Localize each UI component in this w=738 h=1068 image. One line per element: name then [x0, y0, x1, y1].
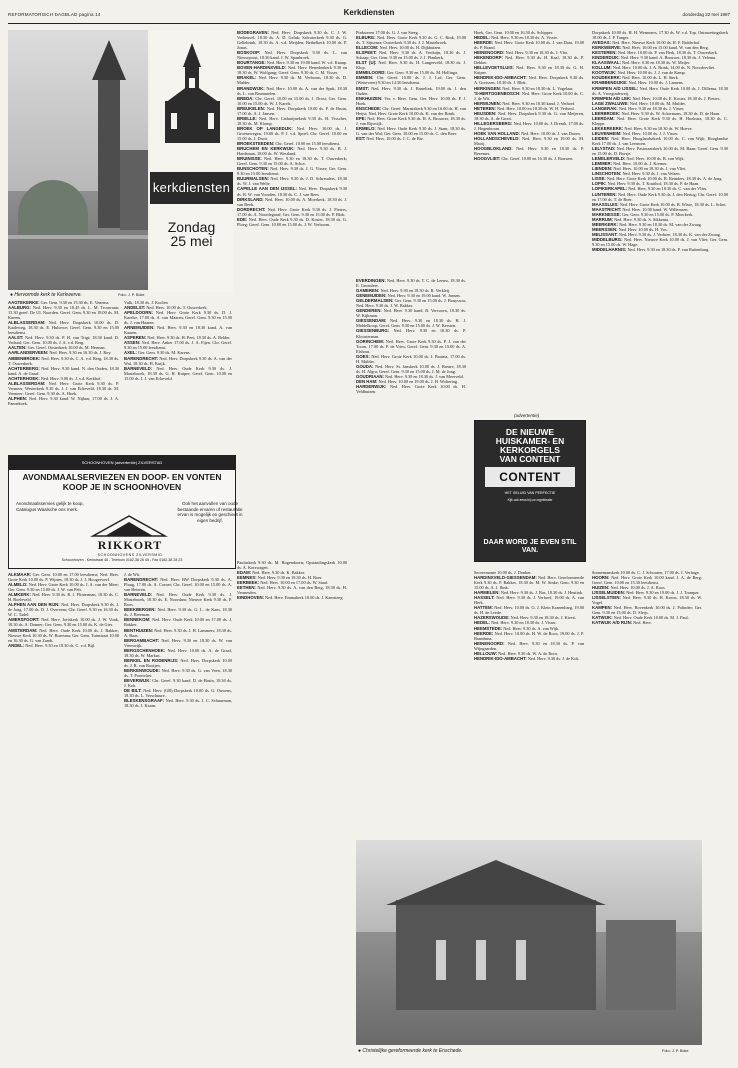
listing-entry: Hoek, Ger. Gem. 10.00 en 16.30 ds. Schipper.	[474, 30, 554, 35]
listing-entry: MELISSANT: Ned. Herv. 9.30 ds. J. Verbree, 18.30 ds. K. van der Zwaag.	[592, 231, 722, 237]
column-3c	[237, 560, 347, 1052]
ad2-label: (advertentie)	[514, 413, 540, 418]
listing-entry: Sonnemanskerk 10.00 ds. C. J. Schouten, 17.00 ds. J. Verhage.	[592, 570, 700, 575]
listing-entry: HARMELEN: Ned. Herv. 9.30 ds. J. Bas, 18.30 ds. J. Heutink.	[474, 590, 584, 596]
listing-entry: LEIDEN: Ned. Herv. Hooglandsekerk 10.00 ds. C. van Wijk; Hooglandse Kerk 17.00 ds. J. van Leeuwen.	[592, 135, 728, 147]
listing-entry: DEN HAM: Ned. Herv. 10.00 en 19.00 ds. J. H. Woltering.	[356, 378, 459, 384]
listing-entry: ANDEL: Ned. Herv. 9.30 en 18.30 ds. C. v.d. Bijl.	[8, 642, 96, 648]
listing-entry: EVERDINGEN: Ned. Herv. 9.30 ds. T. C. de Leeuw, 18.30 ds. E. Groenleer.	[356, 278, 466, 289]
listing-entry: LEERDAM: Ned. Herv. Grote Kerk 9.30 ds. H. Hoekstra, 18.30 ds. C. Kleppe.	[592, 115, 728, 126]
listing-entry: Pinksteren 17.00 ds. G. J. van Steeg.	[356, 30, 419, 35]
listing-entry: 'S-HERTOGENBOSCH: Ned. Herv. Grote Kerk 10.00 ds. C. J. de Wit.	[474, 90, 584, 101]
listing-entry: LISSE: Ned. Herv. Grote Kerk 10.00 ds. B. Reinders, 18.30 ds. A. de Jong.	[592, 176, 723, 182]
listing-entry: HOEK VAN HOLLAND: Ned. Herv. 10.00 ds. J. van Doorn.	[474, 130, 581, 136]
listing-entry: BOVEN-HARDINXVELD: Ned. Herv. Benedenkerk 9.30 en 18.30 ds. W. Wolfgang; Geref. Gem. 9.30 ds. C. M. Visser.	[237, 65, 347, 76]
listing-entry: BERKENWOUDE: Ned. Herv. 9.30 ds. G. van Veen, 18.30 ds. T. Poortvliet.	[124, 667, 232, 678]
listing-entry: MIDDELHARNIS: Ned. Herv. 9.30 en 18.30 ds. P. van Ruitenburg.	[592, 247, 710, 253]
column-1b	[8, 572, 119, 1052]
column-2c	[124, 572, 232, 1052]
listing-entry: KRABBENDIJKE: Ned. Herv. 10.00 ds. J. Lamens.	[592, 80, 684, 86]
listing-entry: HOORN: Ned. Herv. Grote Kerk 10.00 kand. J. A. de Berg; Geref. Gem. 10.00 en 15.30 leesdienst.	[592, 575, 702, 586]
listing-entry: BERGSCHENHOEK: Ned. Herv. 10.00 ds. A. de Graaf, 18.30 ds. W. Markus.	[124, 647, 232, 658]
listing-entry: DORDRECHT: Ned. Herv. Grote Kerk 9.30 ds. J. Pieters, 17.00 ds. A. Noordegraaf; Ger. Gem. 9.30 en 15.00 ds. P. Blok.	[237, 206, 347, 217]
listing-entry: ALBLASSERDAM: Ned. Herv. Grote Kerk 9.30 ds. P. Vermeer, Westerkerk 9.30 ds. J. J. van Eckeveld, 18.30 ds. M. Vermeer; Geref. Gem. 9.30 ds. A. Hoek.	[8, 380, 119, 396]
listing-entry: KOUDEKERK: Ned. Herv. 10.00 ds. L. H. Sterk.	[592, 75, 679, 81]
header-date: donderdag 22 mei 1997	[682, 12, 730, 17]
listing-entry: KLAASWAAL: Ned. Herv. 9.30 en 18.30 ds. W. Meijer.	[592, 60, 691, 66]
listing-entry: GELDERMALSEN: Ger. Gem. 9.30 en 15.00 ds. J. Bouyssou; Ned. Herv. 9.30 ds. J. W. Bakker.	[356, 298, 466, 309]
listing-entry: HEINENOORD: Ned. Herv. 9.30 en 18.30 ds. J. Vlot.	[474, 50, 569, 56]
listing-entry: BRAKEL: Ned. Herv. 9.30 ds. M. Verboom, 18.30 ds. D. Mulder.	[237, 75, 347, 86]
listing-entry: BOURTANGE: Ned. Herv. 9.30 en 19.00 kand. W. v.d. Knaap.	[237, 60, 347, 66]
logo-icon	[89, 514, 169, 538]
listing-entry: GENEMUIDEN: Ned. Herv. 9.30 en 19.00 kand. W. Jansen.	[356, 293, 461, 299]
listing-entry: J. de Wit.	[124, 572, 141, 577]
listing-entry: BRUCHEM EN KERKWIJK: Ned. Herv. 9.30 ds. B. J. Hardeman, 18.00 ds. W. Westland.	[237, 146, 347, 157]
listing-entry: LAGE ZWALUWE: Ned. Herv. 10.00 ds. M. Mulder.	[592, 100, 686, 106]
listing-entry: HEKENDORP: Ned. Herv. 9.30 ds. H. Kaal, 18.30 ds. P. Dekker.	[474, 55, 584, 66]
listing-entry: LEMMER: Ned. Herv. 10.00 ds. J. Kremer.	[592, 161, 668, 167]
listing-entry: BARENDRECHT: Ned. Herv. Dorpskerk 9.30 ds. A. van der Wal, 18.30 ds. H. Kuijk.	[124, 355, 232, 366]
listing-entry: HELLEVOETSLUIS: Ned. Herv. 9.30 en 18.30 ds. G. H. Kuiper.	[474, 65, 584, 76]
listing-entry: HATTEM: Ned. Herv. 10.00 ds. G. J. Klein Kranenbarg, 19.00 ds. H. de Leede.	[474, 605, 584, 616]
column-3a	[356, 30, 466, 272]
listing-entry: AVEDAS: Ned. Herv. Nieuwe Kerk 10.00 ds. H. F. Ridderhof.	[592, 40, 701, 46]
listing-entry: HAZERSWOUDE: Ned. Herv. 9.30 en 18.30 ds. J. Kievit.	[474, 615, 577, 621]
listing-entry: ALKMAAR: Ger. Gem. 10.00 en 17.00 leesdienst; Ned. Herv. Grote Kerk 10.00 ds. P. Wijnen, 18.30 ds. J. J. Hoogerwerf.	[8, 572, 119, 583]
credit-bottom: Foto: J. P. Boke	[662, 1049, 689, 1053]
listing-entry: KRIMPEN A/D IJSSEL: Ned. Herv. Oude Kerk 10.00 ds. J. Dillema, 18.30 ds. A. Vroegindeweij.	[592, 85, 729, 96]
ad1-right-text: Ook het aanvullen van oude bestaande ervaren of restauratie ervan is mogelijk en geschiedt in eigen bedrijf.	[177, 501, 243, 523]
listing-entry: KOOTWIJK: Ned. Herv. 10.00 ds. J. J. van de Kamp.	[592, 70, 686, 76]
listing-entry: KERKWERVE: Ned. Herv. 10.00 en 15.00 kand. W. van den Berg.	[592, 45, 709, 51]
listing-entry: LELYSTAD: Ned. Herv. Pastoraatskerk 10.00 ds. M. Baan; Geref. Gem. 9.30 en 15.00 ds. D. Borsje.	[592, 146, 728, 157]
column-2b	[237, 30, 347, 550]
listing-entry: EEMNES: Ned. Herv. 9.30 en 18.30 ds. H. Boer.	[237, 575, 323, 581]
listing-entry: KATWIJK A/D RIJN: Ned. Herv.	[592, 620, 652, 626]
advertisement-organs	[474, 420, 586, 562]
page-header	[8, 8, 730, 22]
listing-entry: AALBURG: Ned. Herv. 9.30 en 18.45 ds. L. M. Trouwaan; 15.30 geref. De Ul. Noorden. Geref. Gem. 9.30 en 18.00 ds. M. Karens.	[8, 305, 119, 321]
listing-entry: EINDHOVEN: Ned. Herv. Emmakerk 10.00 ds. J. Kamsteeg.	[237, 595, 344, 601]
listing-entry: HASSELT: Ned. Herv. 9.30 ds. J. Verhoef, 19.00 ds. A. van Herk.	[474, 595, 584, 606]
title-box	[150, 30, 233, 292]
listing-entry: BUNSCHOTEN: Ned. Herv. 9.30 ds. J. G. Visser; Ger. Gem. 9.30 en 15.00 leesdienst.	[237, 166, 347, 177]
listing-entry: HELLOUW: Ned. Herv. 9.30 ds. W. A. de Roos.	[474, 650, 559, 656]
ad2-brand: CONTENT	[485, 467, 575, 487]
listing-entry: MARRUM: Ned. Herv. 9.30 ds. S. Sikkema.	[592, 216, 670, 222]
listing-entry: BEEKBERGEN: Ned. Herv. 9.30 ds. G. L. de Kam, 18.30 ds. J. Breeman.	[124, 607, 232, 618]
listing-entry: EETHEN: Ned. Herv. 9.30 ds. A. van den Berg, 18.30 ds. H. Vermeulen.	[237, 585, 347, 596]
listing-entry: MARKNESSE: Ger. Gem. 9.30 en 15.00 ds. P. Moerkerk.	[592, 211, 694, 217]
listing-entry: BERGAMBACHT: Ned. Herv. 9.30 en 18.30 ds. W. van Vreeswijk.	[124, 637, 232, 648]
credit-top: Foto: J. P. Boke	[118, 293, 145, 297]
listing-entry: BROEKSTEEDEN: Chr. Geref. 10.00 en 15.00 leesdienst.	[237, 141, 341, 147]
listing-entry: MIDDELBURG: Ned. Herv. Nieuwe Kerk 10.00 ds. J. van Vliet; Ger. Gem. 9.30 en 15.00 ds. W. Hage.	[592, 236, 728, 247]
listing-entry: Pauluskerk 9.30 ds. M. Hogendoorn; Opstandingskerk 10.00 ds. A. Korswagen.	[237, 560, 347, 571]
listing-entry: LEERBROEK: Ned. Herv. 9.30 ds. W. Ackermans, 18.30 ds. D. de Haan.	[592, 110, 721, 116]
listing-entry: ENKHUIZEN: Ver. v. Herv. Gem. Ger. Herv. 10.00 ds. P. J. Hoek.	[356, 95, 466, 106]
listing-entry: BREDA: Chr. Geref. 10.00 en 15.00 ds. J. Drost; Ger. Gem. 10.00 en 15.00 ds. W. J. Karels.	[237, 95, 347, 106]
column-3b	[356, 278, 466, 548]
section-title: Kerkdiensten	[343, 8, 395, 17]
ad2-headline: DE NIEUWE HUISKAMER- EN KERKORGELS VAN CONTENT	[495, 427, 565, 464]
listing-entry: KAMPEN: Ned. Herv. Bovenkerk 10.00 ds. J. Polinder; Ger. Gem. 9.30 en 15.00 ds. D. Sleijs.	[592, 605, 702, 616]
listing-entry: ELST (U): Ned. Herv. 9.30 ds. H. Langerveld, 18.30 ds. J. Klop.	[356, 60, 466, 71]
column-4b	[474, 570, 584, 840]
listing-entry: AALST: Ned. Herv. 9.30 ds. P. H. van Trigt; 18.30 kand. D. Verhaal; Ger. Gem. 10.00 ds. J. A. v.d. Berg.	[8, 335, 119, 346]
listing-entry: Seceremonie 10.00 ds. J. Donker.	[474, 570, 532, 575]
listing-entry: DE BILT: Ned. Herv. (GB) Dorpskerk 10.00 ds. G. Ouwens, 18.30 ds. L. Verschuure.	[124, 688, 232, 699]
listing-entry: EMMELOORD: Ger. Gem. 9.30 en 15.00 ds. M. Hellinga.	[356, 70, 459, 76]
listing-entry: GENDEREN: Ned. Herv. 9.30 kand. B. Vervoorn, 18.30 ds. W. Kijkman.	[356, 308, 466, 319]
listing-entry: BLESKENSGRAAF: Ned. Herv. 9.30 ds. J. C. Schuurman, 18.30 ds. J. Kraan.	[124, 698, 232, 709]
ad1-brand: RIKKORT	[97, 538, 163, 552]
listing-entry: HERKINGEN: Ned. Herv. 9.30 en 18.30 ds. L. Vogelaar.	[474, 85, 574, 91]
listing-entry: LUNTEREN: Ned. Herv. Oude Kerk 9.30 ds. J. den Hertog; Chr. Geref. 10.00 en 17.00 ds. T. de Boer.	[592, 191, 728, 202]
listing-entry: ASPEREN: Ned. Herv. 9.30 ds. H. Peet, 18.30 ds. A. Belder.	[124, 335, 231, 341]
listing-entry: ALMELO: Ned. Herv. Grote Kerk 10.00 ds. J. A. van der Meer; Ger. Gem. 9.30 en 15.00 ds. J. W. van Pelt.	[8, 582, 119, 593]
column-6a	[592, 30, 728, 550]
listing-entry: ABBENBROEK: Ned. Herv. 9.30 ds. C. A. v.d. Berg, 18.30 ds. T. Ouwerkerk.	[8, 355, 119, 366]
listing-entry: BENNEKOM: Ned. Herv. Oude Kerk 10.00 en 17.00 ds. J. Bakker.	[124, 617, 232, 628]
church-icon	[165, 43, 220, 143]
listing-entry: EPE: Ned. Herv. Grote Kerk 9.30 ds. H. A. Brouwer, 18.30 ds. J. van Rijswijk.	[356, 115, 466, 126]
listing-entry: APELDOORN: Ned. Herv. Grote Kerk 9.30 ds. D. J. Karelse, 17.00 ds. A. van Maaren; Geref. Gem. 9.30 en 15.00 ds. J. van Haaren.	[124, 310, 232, 326]
listing-entry: BRIELLE: Ned. Herv. Catharijnekerk 9.30 ds. H. Visscher, 18.30 ds. M. Klomp.	[237, 115, 347, 126]
listing-entry: LOPIKERKAPEL: Ned. Herv. 9.30 en 18.30 ds. C. van der Vlies.	[592, 186, 708, 192]
listing-entry: EMMEN: Chr. Geref. 10.00 ds. J. J. Lof; Ger. Gem. (Weiteveen) 9.30 en 14.30 leesdienst.	[356, 75, 466, 86]
listing-entry: KESTEREN: Ned. Herv. 10.00 ds. P. van Herk, 18.30 ds. T. Ouwerkerk.	[592, 50, 718, 56]
listing-entry: HOOGBLOKLAND: Ned. Herv. 9.30 en 18.30 ds. P. Bezemer.	[474, 146, 584, 157]
listing-entry: GORINCHEM: Ned. Herv. Grote Kerk 9.30 ds. P. J. van der Toorn, 17.00 ds. P. de Vries; Geref. Gem. 9.30 en 15.00 ds. A. Elshout.	[356, 338, 466, 354]
listing-entry: ASSEN: Ned. Herv. Anker 17.00 ds. J. A. Fijen. Chr. Geref. 9.30 en 15.00 leesdienst.	[124, 340, 232, 351]
listing-entry: HENDRIK-IDO-AMBACHT: Ned. Herv. 9.30 ds. J. de Kok.	[474, 655, 580, 661]
listing-entry: HENDRIK-IDO-AMBACHT: Ned. Herv. Dorpskerk 9.30 ds. A. Gorissen, 18.30 ds. J. Blok.	[474, 75, 584, 86]
listing-entry: ELSPEET: Ned. Herv. 9.30 ds. A. Verduijn, 18.30 ds. J. Schaap; Ger. Gem. 9.30 en 15.00 ds. J. J. Plankerk.	[356, 50, 466, 61]
listing-entry: HEDEL: Ned. Herv. 9.30 en 18.30 ds. J. Visser.	[474, 620, 557, 626]
listing-entry: HEUSDEN: Ned. Herv. Dorpskerk 9.30 ds. G. van Meijeren, 18.30 ds. A. de Groot.	[474, 110, 584, 121]
listing-entry: GOES: Ned. Herv. Grote Kerk 10.00 ds. J. Bouma, 17.00 ds. H. Mulder.	[356, 353, 466, 364]
listing-entry: EST: Ned. Herv. 10.00 ds. J. C. de Bie.	[356, 135, 424, 141]
church-photo-bottom	[356, 840, 702, 1045]
ad2-subtagline: Kijk ook eens bij uw orgeldealer	[507, 498, 553, 502]
title-band: kerkdiensten	[150, 172, 233, 204]
header-rule	[8, 23, 730, 24]
caption-bottom: ● Christelijke gereformeerde kerk te Enschede.	[358, 1048, 463, 1054]
listing-entry: BUURMALSEN: Ned. Herv. 9.30 ds. J. D. Schreuders, 18.30 ds. W. J. van Welie.	[237, 176, 347, 187]
listing-entry: GAMEREN: Ned. Herv. 9.30 en 18.30 ds. R. Verkleij.	[356, 288, 451, 294]
listing-entry: BARNEVELD: Ned. Herv. Oude Kerk 9.30 ds. J. Mastebroek, 18.30 ds. G. H. Kuiper; Geref. Gem. 10.00 en 15.00 ds. J. J. van Eckeveld.	[124, 365, 232, 381]
listing-entry: HUIZEN: Ned. Herv. 10.00 ds. J. A. Roos.	[592, 585, 666, 591]
listing-entry: AXEL: Ger. Gem. 9.30 ds. M. Karens.	[124, 350, 191, 356]
listing-entry: BERKEL EN RODENRIJS: Ned. Herv. Dorpskerk 10.00 ds. J. R. van Rooijen.	[124, 657, 232, 668]
listing-entry: HEERDE: Ned. Herv. Grote Kerk 10.00 ds. J. van Dam, 19.00 ds. P. Brand.	[474, 40, 584, 51]
listing-entry: EMST: Ned. Herv. 9.30 ds. J. Bartelink, 19.00 ds. J. den Ouden.	[356, 85, 466, 96]
column-4a	[474, 30, 584, 410]
listing-entry: BARENDRECHT: Ned. Herv. BW Dorpskerk 9.30 ds. A. Pluug, 17.00 ds. A. Cornet; Chr. Geref. 10.00 en 15.00 ds. A. van Heteren.	[124, 577, 232, 593]
listing-entry: MAASTRICHT: Ned. Herv. 10.00 kand. W. Willemsen.	[592, 206, 689, 212]
listing-entry: AARLANDERVEEN: Ned. Herv. 9.30 en 16.30 ds. J. Roy.	[8, 350, 112, 356]
listing-entry: BROEK OP LANGEDIJK: Ned. Herv. 10.00 ds. J. Groenewegen, 19.00 ds. P. J. v.d. Spoel; Chr. Geref. 10.00 en 15.00 ds. J. Drost.	[237, 125, 347, 141]
listing-entry: ACHTERBERG: Ned. Herv. 9.30 kand. N. den Ouden, 18.30 kand. A. de Graaf.	[8, 365, 119, 376]
ad2-tagline: HET GELUID VAN PERFECTIE	[504, 491, 556, 495]
listing-entry: BARNEVELD: Ned. Herv. Oude Kerk 9.30 ds. J. Mastebroek, 18.30 ds. E. Noordam; Nieuwe Kerk 9.30 ds. P. Roos.	[124, 592, 232, 608]
listing-entry: EDE: Ned. Herv. Oude Kerk 9.30 ds. D. Koster, 18.30 ds. G. Ploeg; Geref. Gem. 10.00 en 15.00 ds. J. W. Verboom.	[237, 216, 347, 227]
listing-entry: BRANDWIJK: Ned. Herv. 10.00 ds. A. van der Spek, 18.30 ds. L. van Brummelen.	[237, 85, 347, 96]
listing-entry: KRIMPEN A/D LEK: Ned. Herv. 10.00 ds. E. Koster, 18.30 ds. J. Pieters.	[592, 95, 721, 101]
listing-entry: BODEGRAVEN: Ned. Herv. Dorpskerk 9.30 ds. C. J. W. Verheuvel, 18.30 ds. A. D. Geluk; Salvatorkerk 9.30 ds. G. Gellebrink, 18.30 ds. A. v.d. Meijden; Bethelkerk 10.00 ds. P. Jonas.	[237, 30, 347, 51]
listing-entry: GOUDRIAAN: Ned. Herv. 9.30 en 18.30 ds. J. van Meerveld.	[356, 373, 464, 379]
listing-entry: ELLECOM: Ned. Herv. 10.00 ds. H. Dijkhuizen.	[356, 45, 442, 51]
listing-entry: EDAM: Ned. Herv. 9.30 ds. K. Bakker.	[237, 570, 305, 576]
church-photo-top	[8, 30, 148, 290]
listing-entry: KOLLUM: Ned. Herv. 10.00 ds. J. A. Brink, 14.00 ds. N. Noordervliet.	[592, 65, 716, 71]
listing-entry: ERMELO: Ned. Herv. Oude Kerk 9.30 ds. J. Stam, 18.30 ds. G. van der Wal; Ger. Gem. 10.00 en 15.00 ds. C. den Boer.	[356, 125, 466, 136]
listing-entry: AMSTERDAM: Ned. Herv. Oude Kerk 10.00 ds. J. Bakker; Nieuwe Kerk 10.30 ds. W. Boersma; Ger. Gem. Tuinstraat 10.00 en 16.30 ds. G. van Zandt.	[8, 627, 119, 643]
listing-entry: HARDERWIJK: Ned. Herv. Grote Kerk 10.00 ds. H. Veldhuizen.	[356, 383, 466, 395]
listing-entry: HEDEL: Ned. Herv. 9.30 en 18.30 ds. A. Visser.	[474, 35, 558, 41]
ad1-footer: Schoonhoven - Kerkstraat 48 - Telefoon 0182-38 26 45 - Fax 0182-38 28 23	[61, 558, 183, 562]
ad1-topline: SCHOONHOVEN (advertentie) ZILVERSTAD	[9, 456, 235, 470]
listing-entry: LOPIK: Ned. Herv. 9.30 ds. T. Kruithof, 18.30 ds. P. de Haan.	[592, 181, 700, 187]
listing-entry: Dorpskerk 10.00 ds. H. H. Wemmers, 17.30 ds. W. v.d. Top. Ontmoetingskerk 18.00 ds. J. P. Tanger.	[592, 30, 728, 41]
listing-entry: KATWIJK: Ned. Herv. Oude Kerk 10.00 ds. M. J. Paul.	[592, 615, 689, 621]
listing-entry: LEUVENHEIM: Ned. Herv. 10.00 ds. J. J. Visser.	[592, 130, 679, 136]
listing-entry: DIRKSLAND: Ned. Herv. 10.00 ds. A. Moerkerk, 18.30 ds. J. van Beek.	[237, 196, 347, 207]
listing-entry: ALPHEN AAN DEN RIJN: Ned. Herv. Dorpskerk 9.30 ds. J. de Jong, 17.00 ds. D. J. Overeem; Chr. Geref. 9.30 en 16.30 ds. W. C. Tadel.	[8, 602, 119, 618]
listing-entry: ARNEMUIDEN: Ned. Herv. 9.30 en 18.30 kand. A. van Kaaren.	[124, 325, 232, 336]
listing-entry: IJSSELSTEIN: Ned. Herv. 9.30 ds. H. Kroon, 18.30 ds. W. Vogel.	[592, 595, 702, 606]
listing-entry: EERBEEK: Ned. Herv. 10.00 en 17.00 ds. W. Staal.	[237, 580, 329, 586]
listing-entry: HARDINXVELD-GIESSENDAM: Ned. Herv. Gereformeerde Kerk 9.30 ds. P. Bakker, 18.30 ds. M. W. Sinke; Gem. 9.30 en 15.00 ds. A. J. Ilink.	[474, 575, 584, 591]
listing-entry: HEERDE: Ned. Herv. 10.00 ds. H. W. de Roos, 19.00 ds. J. P. Brandsma.	[474, 630, 584, 641]
listing-entry: GIESSENDAM: Ned. Herv. 9.30 en 18.30 ds. H. J. Middelkoop; Geref. Gem. 9.30 en 15.00 ds. J. W. Kersten.	[356, 318, 466, 329]
title-date: Zondag 25 mei	[167, 219, 216, 249]
ad1-sub: SCHOONHOVENS ZILVERSMID	[97, 553, 163, 557]
ad1-left-text: Avondmaalsservies gelijk te koop, Catalogus Waalsche ons merk.	[16, 501, 84, 512]
listing-entry: LINSCHOTEN: Ned. Herv. 9.30 ds. J. van Velzen.	[592, 171, 681, 177]
listing-entry: HOLLANDSCHEVELD: Ned. Herv. 9.30 en 19.00 ds. M. Mooij.	[474, 135, 584, 147]
listing-entry: HEEMSTEDE: Ned. Herv. 9.30 ds. A. van Wijk.	[474, 625, 560, 631]
listing-entry: LANGERAK: Ned. Herv. 9.30 en 18.30 ds. J. Visser.	[592, 105, 685, 111]
listing-entry: ALBLASSERDAM: Ned. Herv. Dorpskerk 10.00 ds. D. Kaaleweg, 18.30 ds. E. Hulsewe; Geref. Gem. 9.30 en 15.00 leesdienst.	[8, 320, 119, 336]
listing-entry: ANDELST: Ned. Herv. 10.00 ds. T. Ouwerkerk.	[124, 305, 208, 311]
listing-entry: MAASSLUIS: Ned. Herv. Grote Kerk 10.00 ds. B. Wisse, 18.30 ds. L. Schot.	[592, 201, 727, 207]
ad1-headline: AVONDMAALSERVIEZEN EN DOOP- EN VONTEN KOOP JE IN SCHOONHOVEN	[22, 472, 222, 492]
ad2-slogan: DAAR WORD JE EVEN STIL VAN.	[483, 539, 577, 554]
listing-entry: ACHTERHOEK: Ned. Herv. 9.00 ds. J. v.d. Kerkhof.	[8, 375, 102, 381]
listing-entry: AAGTEKERKE: Ger. Gem. 9.30 en 15.30 ds. E. Venema.	[8, 300, 110, 305]
listing-entry: BREUKELEN: Ned. Herv. Dorpskerk 10.00 ds. P. de Bruin, 17.00 ds. A. J. Jansen.	[237, 105, 347, 116]
listing-entry: LIENDEN: Ned. Herv. 10.00 en 18.30 ds. J. van Vliet.	[592, 166, 687, 172]
advertisement-silversmith	[8, 455, 243, 569]
listing-entry: ENSCHEDE: Chr. Geref. Marnixkerk 9.30 en 16.00 ds. H. van Heijst; Ned. Herv. Grote Kerk 10.00 ds. K. van der Brink.	[356, 105, 466, 116]
listing-entry: MEERKERK: Ned. Herv. 9.30 en 18.30 ds. M. van der Zwaag.	[592, 221, 702, 227]
header-publication: REFORMATORISCH DAGBLAD pagina 14	[8, 12, 101, 17]
listing-entry: BENTHUIZEN: Ned. Herv. 9.30 ds. J. H. Lammers, 18.30 ds. A. Baas.	[124, 627, 232, 638]
listing-entry: CAPELLE AAN DEN IJSSEL: Ned. Herv. Dorpskerk 9.30 ds. B. W. van Voorden, 18.30 ds. C. J. van Rees.	[237, 186, 347, 197]
listing-entry: MEERSSEN: Ned. Herv. 10.00 ds. H. Vos.	[592, 226, 668, 232]
listing-entry: ALPHEN: Ned. Herv. 9.30 kand. W. Nijlaar, 17.00 ds. J. A. Pannekoek.	[8, 395, 119, 406]
listing-entry: HERWIJNEN: Ned. Herv. 9.30 en 18.30 kand. J. Verhoef.	[474, 100, 576, 106]
listing-entry: HEINENOORD: Ned. Herv. 9.30 en 18.30 ds. P. van Wijngaarden.	[474, 640, 584, 651]
listing-entry: HETEREN: Ned. Herv. 10.00 en 18.30 ds. W. H. Verheul.	[474, 105, 575, 111]
listing-entry: ELBURG: Ned. Herv. Grote Kerk 9.30 ds. G. C. Rink, 19.00 ds. T. Sijtsema; Oosterkerk 9.30 ds. J. J. Mastebroek.	[356, 35, 466, 46]
listing-entry: BRUINISSE: Ned. Herv. 9.30 en 18.30 ds. T. Ouwerkerk; Geref. Gem. 9.30 en 15.00 ds. A. Schot.	[237, 156, 347, 167]
listing-entry: KINDERDIJK: Ned. Herv. 9.30 kand. A. Brouwer, 18.30 ds. J. Velema.	[592, 55, 717, 61]
listing-entry: BEVERWIJK: Chr. Geref. 9.30 kand. D. de Bruin, 18.30 ds. J. Kok.	[124, 677, 232, 689]
column-5a	[592, 570, 702, 840]
listing-entry: HILLEGERSBERG: Ned. Herv. 10.00 ds. J. Drenth, 17.00 ds. J. Hogenboom.	[474, 120, 584, 131]
listing-entry: AMERSFOORT: Ned. Herv. Joriskerk 10.00 ds. J. W. Vonk, 18.30 ds. A. Donner; Ger. Gem. 9.30 en 15.00 ds. K. de Gier.	[8, 617, 119, 628]
listing-entry: AALTEN: Ger. Geref. Oosterkerk 10.00 ds. M. Herman.	[8, 345, 106, 351]
listing-entry: HOOGVLIET: Chr. Geref. 10.00 en 16.30 ds. J. Bouwen.	[474, 156, 574, 162]
listing-entry: LEKKERKERK: Ned. Herv. 9.30 en 18.30 ds. W. Hoeve.	[592, 125, 693, 131]
listing-entry: GIESSENBURG: Ned. Herv. 9.30 en 18.30 ds. P. Kloosterman.	[356, 328, 466, 339]
listing-entry: IJSSELMUIDEN: Ned. Herv. 9.30 en 19.00 ds. J. J. Tramper.	[592, 590, 700, 596]
listing-entry: Vulk, 18.30 ds. J. Koolen	[124, 300, 168, 305]
caption-top: ● Hervormde kerk te Kerkwerve.	[10, 292, 82, 298]
listing-entry: ALMKERK: Ned. Herv. 9.30 ds. R. J. Flinterman, 18.30 ds. C. H. Roeleveld.	[8, 592, 119, 603]
listing-entry: GOUDA: Ned. Herv. St. Janskerk 10.00 ds. J. Breure, 18.30 ds. H. Algra; Geref. Gem. 9.30 en 15.00 ds. J. M. de Jong.	[356, 363, 466, 374]
listing-entry: BOSKOOP: Ned. Herv. Dorpskerk 9.30 ds. L. van Nieuwpoort, 18.30 kand. J. W. Spanbroek.	[237, 50, 347, 61]
listing-entry: LEMELERVELD: Ned. Herv. 10.00 ds. B. van Wijk.	[592, 156, 685, 162]
